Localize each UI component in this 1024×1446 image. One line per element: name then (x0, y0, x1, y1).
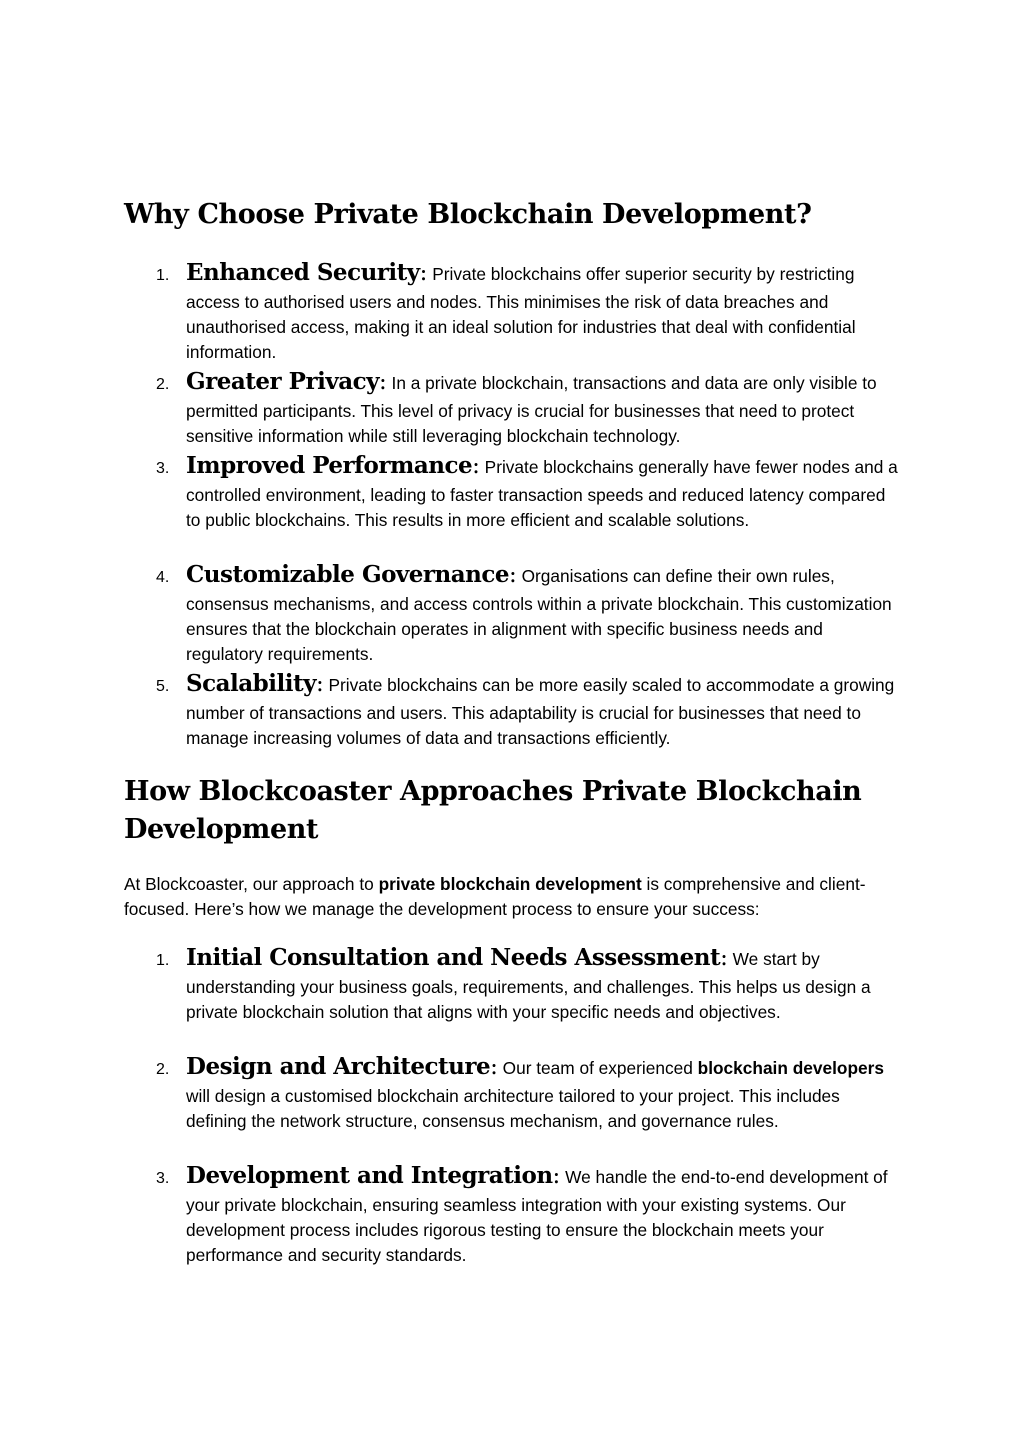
list-number: 1. (156, 267, 170, 284)
item-text: We start by understanding your business goals, requirements, and challenges. This helps us design a private blockchain solution that aligns with your specific needs and objectives. (186, 949, 871, 1022)
list-item (124, 667, 900, 751)
item-text: Organisations can define their own rules, consensus mechanisms, and access controls within a private blockchain. This customization ensures that the blockchain operates in alignment with specific business needs and regulatory requirements. (186, 566, 892, 664)
section-heading-why-choose: Why Choose Private Blockchain Development? (124, 199, 812, 230)
item-term: Design and Architecture (186, 1053, 491, 1080)
item-term: Customizable Governance (186, 561, 510, 588)
list-number: 5. (156, 678, 170, 695)
list-item (124, 558, 900, 667)
item-colon: : (509, 562, 517, 588)
item-term: Greater Privacy (186, 368, 379, 395)
item-text: Our team of experienced (502, 1058, 698, 1078)
list-item (124, 256, 900, 365)
item-colon: : (472, 453, 480, 479)
list-number: 3. (156, 1170, 170, 1187)
intro-paragraph (124, 872, 900, 922)
list-number: 2. (156, 376, 170, 393)
list-item (124, 365, 900, 449)
item-colon: : (378, 369, 387, 395)
item-text: Private blockchains can be more easily scaled to accommodate a growing number of transactions and users. This adaptability is crucial for businesses that need to manage increasing volumes of data and transactions efficiently. (186, 675, 895, 748)
benefits-list (124, 256, 900, 751)
list-item (124, 1050, 900, 1159)
item-bold-text: blockchain developers (697, 1058, 884, 1078)
item-colon: : (720, 945, 728, 971)
intro-bold-text: private blockchain development (378, 874, 642, 894)
item-colon: : (490, 1054, 498, 1080)
item-colon: : (315, 671, 324, 697)
item-term: Enhanced Security (186, 259, 420, 286)
list-number: 2. (156, 1061, 170, 1078)
list-item (124, 941, 900, 1050)
item-term: Improved Performance (186, 452, 473, 479)
list-number: 3. (156, 460, 170, 477)
item-text: In a private blockchain, transactions and data are only visible to permitted participants. This level of privacy is crucial for businesses that need to protect sensitive information while still leveraging blockchain technology. (186, 373, 877, 446)
list-item (124, 449, 900, 558)
item-term: Initial Consultation and Needs Assessment (186, 944, 721, 971)
item-text: Private blockchains offer superior security by restricting access to authorised users and nodes. This minimises the risk of data breaches and unauthorised access, making it an ideal solution for industries that deal with confidential information. (186, 264, 856, 362)
item-text-continued: will design a customised blockchain architecture tailored to your project. This includes defining the network structure, consensus mechanism, and governance rules. (186, 1086, 840, 1131)
section-heading-how-blockcoaster: How Blockcoaster Approaches Private Blockchain Development (124, 776, 862, 845)
list-number: 1. (156, 952, 170, 969)
intro-text: At Blockcoaster, our approach to (124, 874, 379, 894)
item-text: Private blockchains generally have fewer nodes and a controlled environment, leading to faster transaction speeds and reduced latency compared to public blockchains. This results in more efficient and scalable solutions. (186, 457, 898, 530)
process-list (124, 941, 900, 1268)
item-text: We handle the end-to-end development of your private blockchain, ensuring seamless integration with your existing systems. Our development process includes rigorous testing to ensure the blockchain meets your performance and security standards. (186, 1167, 888, 1265)
intro-text-continued: is comprehensive and client-focused. Here’s how we manage the development process to ensure your success: (124, 874, 866, 919)
item-term: Scalability (186, 670, 316, 697)
list-item (124, 1159, 900, 1268)
list-number: 4. (156, 569, 170, 586)
item-term: Development and Integration (186, 1162, 553, 1189)
item-colon: : (419, 260, 428, 286)
item-colon: : (552, 1163, 561, 1189)
